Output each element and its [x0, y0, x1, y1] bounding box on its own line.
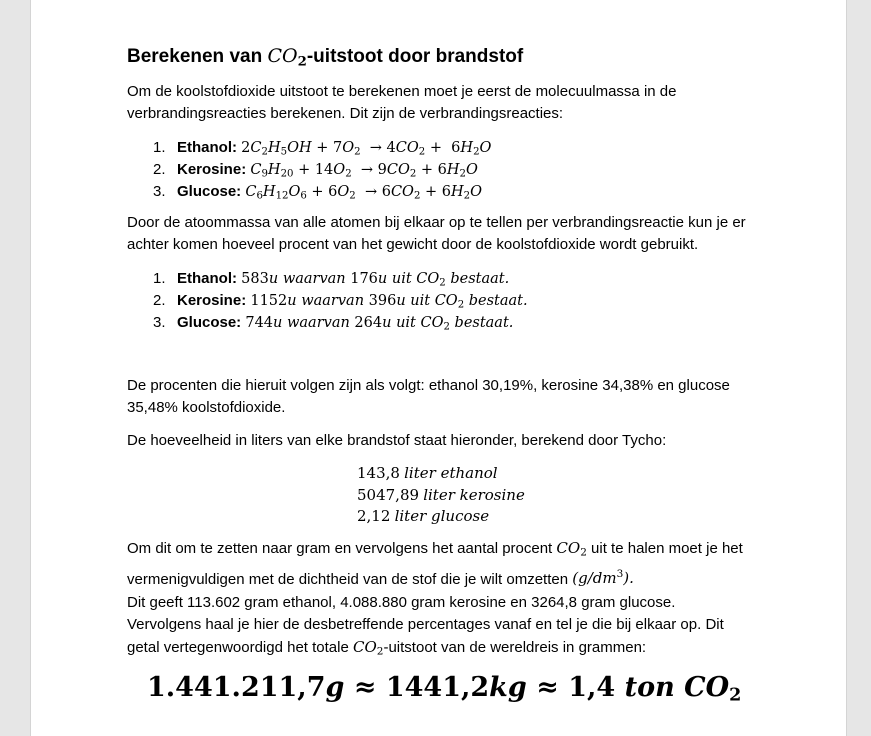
document-page: [30, 0, 847, 736]
list-item: 2. Kerosine: 1152u waarvan 396u uit $CO_2$ bestaat.: [153, 292, 528, 311]
final-result-equation: 1.441.211,7g ≈ 1441,2kg ≈ 1,4 ton $CO_2$: [147, 672, 742, 706]
mass-list: [127, 268, 528, 334]
liters-paragraph: De hoeveelheid in liters van elke brandstof staat hieronder, berekend door Tycho:: [127, 432, 667, 449]
list-item: 1. Ethanol: 583u waarvan 176u uit $CO_2$ bestaat.: [153, 270, 510, 289]
list-item: 2. Kerosine: $C_9H_{20} + 14O_2 \to 9CO_2 + 6H_2O$: [153, 161, 478, 180]
fuel-amounts: [357, 463, 525, 528]
result-paragraph: Dit geeft 113.602 gram ethanol, 4.088.880 gram kerosine en 3264,8 gram glucose. Vervolgens haal je hier de desbetreffende percentages vanaf en tel je die bij elkaar op. Dit getal vertegenwoordigd het totale $CO_2$-uitstoot van de wereldreis in grammen:: [127, 594, 724, 658]
percentages-paragraph: De procenten die hieruit volgen zijn als volgt: ethanol 30,19%, kerosine 34,38% en glucose 35,48% koolstofdioxide.: [127, 377, 730, 416]
list-item: 3. Glucose: $C_6H_{12}O_6 + 6O_2 \to 6CO_2 + 6H_2O$: [153, 183, 482, 202]
list-item: 5047,89 liter kerosine: [357, 485, 525, 504]
atom-mass-paragraph: Door de atoommassa van alle atomen bij elkaar op te tellen per verbrandingsreactie kun je er achter komen hoeveel procent van het gewicht door de koolstofdioxide wordt gebruikt.: [127, 214, 746, 253]
reaction-list: [127, 137, 491, 203]
list-item: 2,12 liter glucose: [357, 507, 490, 525]
conversion-paragraph: Om dit om te zetten naar gram en vervolgens het aantal procent $CO_2$ uit te halen moet je het vermenigvuldigen met de dichtheid van de stof die je wilt omzetten $(g/dm^3)$.: [127, 539, 743, 588]
intro-paragraph: Om de koolstofdioxide uitstoot te berekenen moet je eerst de molecuulmassa in de verbrandingsreacties berekenen. Dit zijn de verbrandingsreacties:: [127, 83, 677, 122]
list-item: 3. Glucose: 744u waarvan 264u uit $CO_2$ bestaat.: [153, 314, 514, 333]
page-title: Berekenen van $CO_2$-uitstoot door brandstof: [127, 45, 524, 70]
list-item: 143,8 liter ethanol: [357, 464, 498, 482]
list-item: 1. Ethanol: $2C_2H_5OH + 7O_2 \to 4CO_2 + 6H_2O$: [153, 139, 492, 158]
